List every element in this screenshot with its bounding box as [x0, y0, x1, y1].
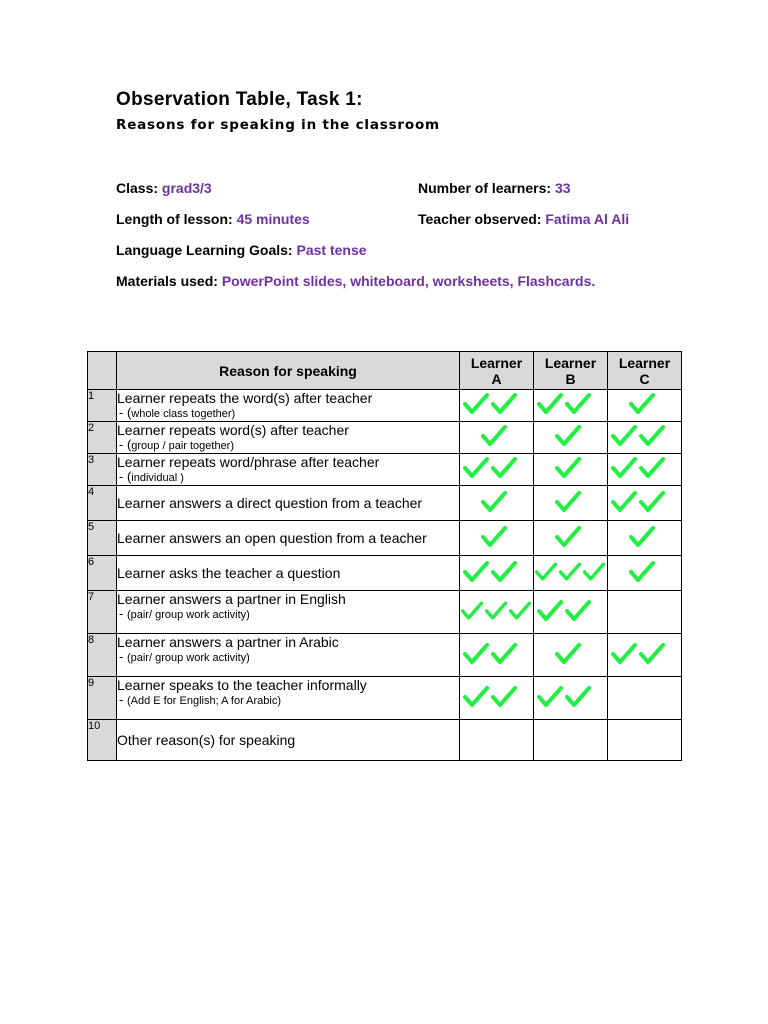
row-reason — [117, 390, 460, 422]
checkmark-icon — [490, 642, 518, 666]
reason-text: Learner asks the teacher a question — [117, 565, 341, 581]
reason-note — [117, 470, 459, 485]
row-reason — [117, 591, 460, 634]
checkmark-icon — [564, 685, 592, 709]
length-field — [116, 211, 310, 227]
learner-c-cell — [608, 720, 682, 761]
row-reason — [117, 486, 460, 521]
header-reason: Reason for speaking — [117, 352, 460, 390]
learner-b-cell — [534, 720, 608, 761]
checkmark-icon — [534, 560, 558, 584]
learner-c-cell — [608, 677, 682, 720]
row-number: 3 — [88, 454, 117, 486]
table-row — [88, 556, 682, 591]
checkmark-icon — [610, 424, 638, 448]
reason-text: Learner repeats word/phrase after teacher — [117, 454, 380, 470]
learner-a-cell — [460, 677, 534, 720]
reason-text: Learner answers a partner in English — [117, 591, 346, 607]
learner-b-cell — [534, 454, 608, 486]
header-learner-b-line2: B — [565, 370, 576, 387]
table-row — [88, 422, 682, 454]
learner-b-cell — [534, 634, 608, 677]
learner-a-cell — [460, 591, 534, 634]
table-row — [88, 720, 682, 761]
learner-a-cell — [460, 390, 534, 422]
checkmark-icon — [462, 685, 490, 709]
learner-a-cell — [460, 422, 534, 454]
reason-note-text: (pair/ group work activity) — [126, 652, 250, 664]
class-value: grad3/3 — [161, 180, 212, 196]
learner-c-cell — [608, 634, 682, 677]
reason-note-text: individual ) — [131, 472, 184, 484]
teacher-label: Teacher observed: — [418, 211, 542, 227]
checkmark-icon — [462, 456, 490, 480]
learner-a-cell — [460, 486, 534, 521]
checkmark-icon — [628, 560, 656, 584]
checkmark-icon — [638, 642, 666, 666]
checkmark-icon — [628, 392, 656, 416]
teacher-value: Fatima Al Ali — [545, 211, 630, 227]
row-reason — [117, 454, 460, 486]
checkmark-icon — [564, 392, 592, 416]
checkmark-icon — [554, 424, 582, 448]
reason-text: Learner answers a direct question from a teacher — [117, 495, 423, 511]
table-row — [88, 454, 682, 486]
table-row — [88, 486, 682, 521]
row-number: 8 — [88, 634, 117, 677]
checkmark-icon — [638, 424, 666, 448]
materials-value: PowerPoint slides, whiteboard, worksheets, Flashcards. — [221, 273, 596, 289]
learner-c-cell — [608, 422, 682, 454]
checkmark-icon — [582, 560, 606, 584]
table-row — [88, 677, 682, 720]
checkmark-icon — [490, 560, 518, 584]
row-reason — [117, 422, 460, 454]
page-title: Observation Table, Task 1: — [116, 89, 363, 110]
reason-text: Learner answers an open question from a teacher — [117, 530, 427, 546]
table-header-row — [88, 352, 682, 390]
reason-note — [117, 438, 459, 453]
row-reason — [117, 677, 460, 720]
checkmark-icon — [490, 456, 518, 480]
header-learner-c-line1: Learner — [618, 354, 671, 371]
learners-label: Number of learners: — [418, 180, 552, 196]
checkmark-icon — [462, 642, 490, 666]
learner-a-cell — [460, 720, 534, 761]
checkmark-icon — [638, 456, 666, 480]
header-learner-b-line1: Learner — [544, 354, 597, 371]
checkmark-icon — [554, 490, 582, 514]
reason-note-prefix: - — [119, 606, 127, 621]
row-number: 4 — [88, 486, 117, 521]
checkmark-icon — [554, 456, 582, 480]
reason-note — [117, 406, 459, 421]
teacher-field — [418, 211, 629, 227]
row-number: 1 — [88, 390, 117, 422]
materials-label: Materials used: — [116, 273, 218, 289]
class-field — [116, 180, 212, 196]
learner-c-cell — [608, 390, 682, 422]
checkmark-icon — [508, 599, 532, 623]
checkmark-icon — [638, 490, 666, 514]
checkmark-icon — [558, 560, 582, 584]
row-number: 2 — [88, 422, 117, 454]
learner-b-cell — [534, 556, 608, 591]
checkmark-icon — [628, 525, 656, 549]
row-reason — [117, 556, 460, 591]
goals-label: Language Learning Goals: — [116, 242, 293, 258]
goals-field — [116, 242, 367, 258]
reason-note-prefix: - ( — [119, 469, 132, 484]
reason-note-prefix: - — [119, 692, 127, 707]
length-label: Length of lesson: — [116, 211, 233, 227]
class-label: Class: — [116, 180, 159, 196]
table-row — [88, 521, 682, 556]
checkmark-icon — [610, 456, 638, 480]
reason-note — [117, 693, 459, 708]
table-row — [88, 591, 682, 634]
table-row — [88, 634, 682, 677]
learner-c-cell — [608, 591, 682, 634]
checkmark-icon — [480, 525, 508, 549]
reason-note-text: (pair/ group work activity) — [126, 609, 250, 621]
checkmark-icon — [564, 599, 592, 623]
checkmark-icon — [484, 599, 508, 623]
table-row — [88, 390, 682, 422]
reason-text: Learner answers a partner in Arabic — [117, 634, 339, 650]
length-value: 45 minutes — [236, 211, 310, 227]
row-reason — [117, 720, 460, 761]
reason-note-prefix: - — [119, 649, 127, 664]
learner-a-cell — [460, 521, 534, 556]
checkmark-icon — [554, 642, 582, 666]
learner-b-cell — [534, 390, 608, 422]
reason-note-text: group / pair together) — [131, 440, 235, 452]
learner-c-cell — [608, 521, 682, 556]
observation-table — [87, 351, 682, 761]
reason-note-text: (Add E for English; A for Arabic) — [126, 695, 282, 707]
checkmark-icon — [536, 392, 564, 416]
checkmark-icon — [490, 392, 518, 416]
checkmark-icon — [610, 642, 638, 666]
learners-field — [418, 180, 571, 196]
reason-note-text: whole class together) — [131, 408, 236, 420]
learners-value: 33 — [554, 180, 571, 196]
reason-note — [117, 607, 459, 622]
learner-b-cell — [534, 422, 608, 454]
header-learner-c — [608, 352, 682, 390]
row-number: 9 — [88, 677, 117, 720]
header-learner-a-line1: Learner — [470, 354, 523, 371]
checkmark-icon — [536, 599, 564, 623]
reason-text: Learner speaks to the teacher informally — [117, 677, 367, 693]
learner-b-cell — [534, 486, 608, 521]
reason-text: Learner repeats the word(s) after teacher — [117, 390, 373, 406]
checkmark-icon — [480, 490, 508, 514]
checkmark-icon — [610, 490, 638, 514]
checkmark-icon — [490, 685, 518, 709]
checkmark-icon — [462, 392, 490, 416]
learner-a-cell — [460, 634, 534, 677]
learner-b-cell — [534, 591, 608, 634]
row-number: 6 — [88, 556, 117, 591]
row-reason — [117, 521, 460, 556]
checkmark-icon — [480, 424, 508, 448]
row-number: 5 — [88, 521, 117, 556]
goals-value: Past tense — [296, 242, 367, 258]
reason-note-prefix: - ( — [119, 437, 132, 452]
materials-field — [116, 273, 595, 289]
checkmark-icon — [460, 599, 484, 623]
header-learner-a — [460, 352, 534, 390]
learner-c-cell — [608, 454, 682, 486]
checkmark-icon — [554, 525, 582, 549]
learner-a-cell — [460, 556, 534, 591]
row-number: 7 — [88, 591, 117, 634]
header-number-cell — [88, 352, 117, 390]
checkmark-icon — [536, 685, 564, 709]
reason-note-prefix: - ( — [119, 405, 132, 420]
reason-text: Learner repeats word(s) after teacher — [117, 422, 349, 438]
reason-note — [117, 650, 459, 665]
learner-a-cell — [460, 454, 534, 486]
header-learner-b — [534, 352, 608, 390]
row-reason — [117, 634, 460, 677]
learner-b-cell — [534, 521, 608, 556]
learner-c-cell — [608, 486, 682, 521]
header-learner-c-line2: C — [639, 370, 650, 387]
learner-c-cell — [608, 556, 682, 591]
checkmark-icon — [462, 560, 490, 584]
header-learner-a-line2: A — [491, 370, 502, 387]
page-subtitle: Reasons for speaking in the classroom — [116, 117, 440, 133]
reason-text: Other reason(s) for speaking — [117, 732, 296, 748]
row-number: 10 — [88, 720, 117, 761]
learner-b-cell — [534, 677, 608, 720]
